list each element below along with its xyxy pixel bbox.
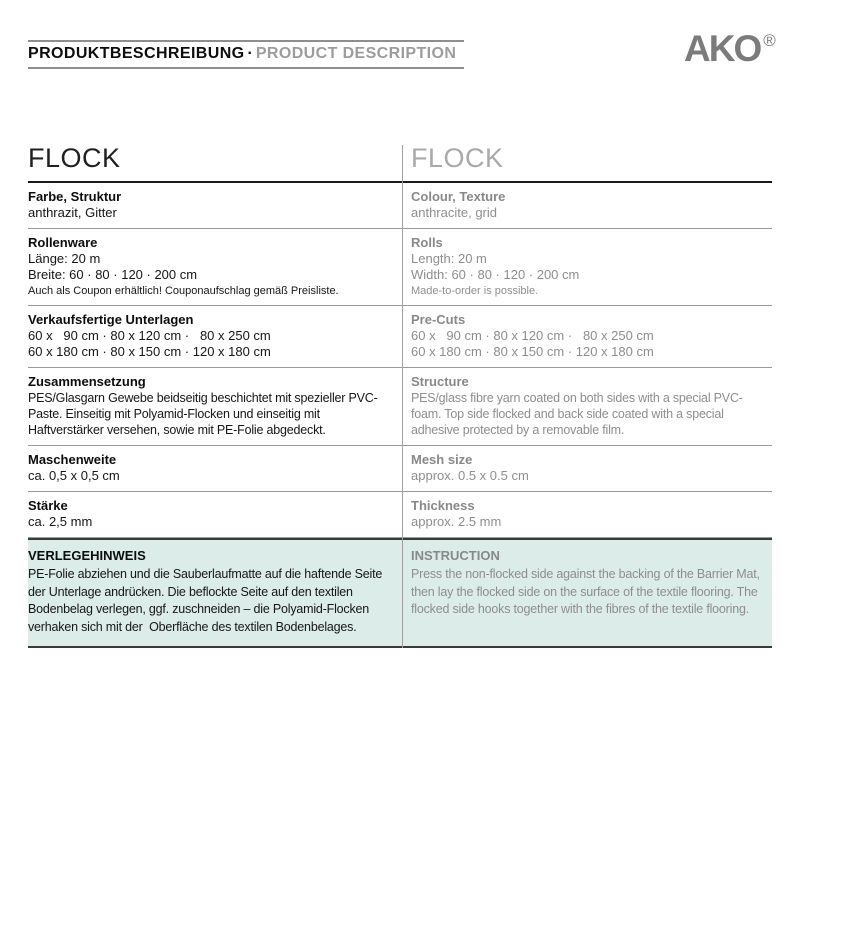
row-title: Structure	[411, 374, 469, 389]
cell-colour-en	[402, 183, 772, 228]
row-value: Length: 20 m	[411, 251, 487, 266]
row-value: 60 x 180 cm · 80 x 150 cm · 120 x 180 cm	[411, 344, 654, 359]
row-title: Pre-Cuts	[411, 312, 466, 327]
ako-logo-text: AKO	[684, 28, 761, 69]
row-value: Länge: 20 m	[28, 251, 101, 266]
header-title-separator: ·	[247, 45, 253, 62]
cell-instruction-de	[28, 540, 402, 646]
instruction-body-en: Press the non-flocked side against the backing of the Barrier Mat, then lay the flocked side on the surface of the textile flooring. The flocked side hooks together with the fibres of the textile flooring.	[411, 567, 764, 616]
cell-instruction-en	[402, 540, 772, 646]
row-value: approx. 2.5 mm	[411, 514, 502, 529]
cell-colour-de	[28, 183, 402, 228]
row-value: 60 x 90 cm · 80 x 120 cm · 80 x 250 cm	[411, 328, 654, 343]
row-title: Mesh size	[411, 452, 473, 467]
cell-rolls-de	[28, 229, 402, 305]
instruction-title-de: VERLEGEHINWEIS	[28, 548, 146, 563]
product-spec-table	[28, 143, 772, 648]
header-title-en: PRODUCT DESCRIPTION	[255, 45, 457, 62]
table-row-meshsize	[28, 446, 772, 492]
row-value: ca. 2,5 mm	[28, 514, 93, 529]
table-row-rolls	[28, 229, 772, 306]
product-name-en: FLOCK	[411, 143, 504, 173]
row-title: Zusammensetzung	[28, 374, 146, 389]
row-paragraph: PES/glass fibre yarn coated on both sides with a special PVC-foam. Top side flocked and back side coated with a special adhesive protected by a removable film.	[411, 391, 743, 437]
row-value: ca. 0,5 x 0,5 cm	[28, 468, 120, 483]
row-value: Breite: 60 · 80 · 120 · 200 cm	[28, 267, 198, 282]
cell-meshsize-de	[28, 446, 402, 491]
cell-structure-de	[28, 368, 402, 445]
column-divider	[402, 145, 403, 648]
row-title: Rolls	[411, 235, 443, 250]
cell-thickness-en	[402, 492, 772, 537]
row-note: Made-to-order is possible.	[411, 285, 539, 297]
ako-logo	[684, 30, 776, 67]
row-title: Rollenware	[28, 235, 98, 250]
header-title-de: PRODUKTBESCHREIBUNG	[28, 45, 245, 62]
cell-precuts-en	[402, 306, 772, 367]
cell-structure-en	[402, 368, 772, 445]
row-title: Stärke	[28, 498, 68, 513]
row-value: 60 x 180 cm · 80 x 150 cm · 120 x 180 cm	[28, 344, 271, 359]
instruction-title-en: INSTRUCTION	[411, 548, 500, 563]
cell-thickness-de	[28, 492, 402, 537]
cell-precuts-de	[28, 306, 402, 367]
cell-rolls-en	[402, 229, 772, 305]
row-title: Farbe, Struktur	[28, 189, 122, 204]
row-title: Thickness	[411, 498, 475, 513]
table-row-structure	[28, 368, 772, 446]
row-title: Maschenweite	[28, 452, 117, 467]
row-value: anthracite, grid	[411, 205, 497, 220]
product-name-de: FLOCK	[28, 143, 121, 173]
instruction-body-de: PE-Folie abziehen und die Sauberlaufmatte auf die haftende Seite der Unterlage andrücken. Die beflockte Seite auf den textilen Bodenbelag verlegen, ggf. zuschneiden – die Polyamid-Flocken verhaken sich mit der Oberfläche des textilen Bodenbelages.	[28, 567, 386, 634]
row-note: Auch als Coupon erhältlich! Couponaufschlag gemäß Preisliste.	[28, 285, 339, 297]
cell-meshsize-en	[402, 446, 772, 491]
registered-trademark-icon: ®	[763, 31, 776, 50]
table-row-colour	[28, 183, 772, 229]
row-title: Colour, Texture	[411, 189, 506, 204]
row-value: 60 x 90 cm · 80 x 120 cm · 80 x 250 cm	[28, 328, 271, 343]
page-header	[28, 40, 464, 69]
row-value: approx. 0.5 x 0.5 cm	[411, 468, 529, 483]
table-row-precuts	[28, 306, 772, 368]
table-row-thickness	[28, 492, 772, 538]
product-title-row	[28, 143, 772, 183]
row-value: anthrazit, Gitter	[28, 205, 117, 220]
instruction-highlight-row	[28, 538, 772, 648]
row-value: Width: 60 · 80 · 120 · 200 cm	[411, 267, 580, 282]
row-paragraph: PES/Glasgarn Gewebe beidseitig beschichtet mit spezieller PVC-Paste. Einseitig mit Polyamid-Flocken und einseitig mit Haftverstärker versehen, sowie mit PE-Folie abgedeckt.	[28, 391, 378, 437]
row-title: Verkaufsfertige Unterlagen	[28, 312, 194, 327]
